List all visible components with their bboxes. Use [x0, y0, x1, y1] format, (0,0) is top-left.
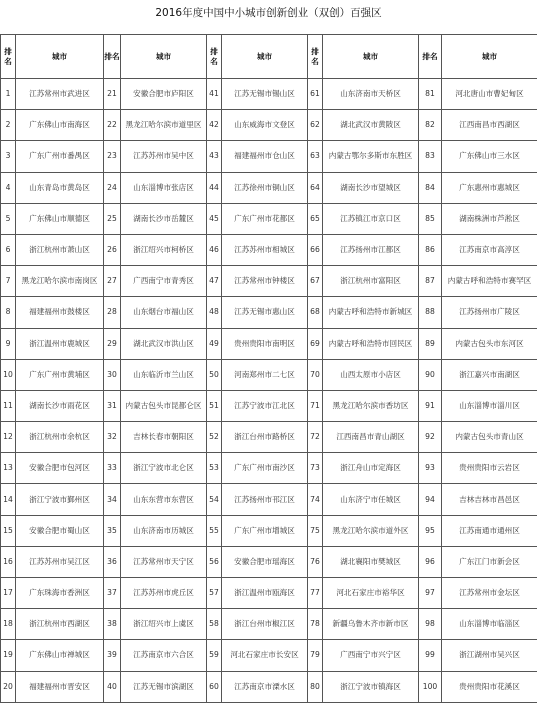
city-cell: 山东济宁市任城区 [323, 484, 419, 515]
city-cell: 浙江温州市鹿城区 [16, 328, 104, 359]
rank-cell: 1 [1, 79, 16, 110]
rank-cell: 13 [1, 453, 16, 484]
city-cell: 山东济南市历城区 [121, 515, 207, 546]
city-cell: 浙江台州市椒江区 [222, 609, 308, 640]
city-header: 城市 [323, 35, 419, 79]
rank-cell: 49 [207, 328, 222, 359]
rank-cell: 45 [207, 203, 222, 234]
city-cell: 新疆乌鲁木齐市新市区 [323, 609, 419, 640]
city-cell: 浙江杭州市余杭区 [16, 422, 104, 453]
rank-cell: 24 [104, 172, 121, 203]
table-row [1, 422, 537, 453]
city-cell: 吉林吉林市昌邑区 [442, 484, 537, 515]
rank-cell: 92 [419, 422, 442, 453]
city-cell: 浙江宁波市镇海区 [323, 671, 419, 702]
city-cell: 江苏镇江市京口区 [323, 203, 419, 234]
table-row [1, 515, 537, 546]
rank-cell: 81 [419, 79, 442, 110]
city-cell: 广西南宁市青秀区 [121, 266, 207, 297]
rank-cell: 19 [1, 640, 16, 671]
rank-cell: 43 [207, 141, 222, 172]
rank-cell: 61 [308, 79, 323, 110]
city-cell: 安徽合肥市庐阳区 [121, 79, 207, 110]
city-cell: 江苏常州市金坛区 [442, 578, 537, 609]
city-cell: 浙江宁波市鄞州区 [16, 484, 104, 515]
table-row [1, 671, 537, 702]
city-cell: 黑龙江哈尔滨市南岗区 [16, 266, 104, 297]
table-row [1, 266, 537, 297]
city-cell: 广东广州市花都区 [222, 203, 308, 234]
page-title: 2016年度中国中小城市创新创业（双创）百强区 [155, 7, 382, 19]
rank-cell: 84 [419, 172, 442, 203]
rank-cell: 12 [1, 422, 16, 453]
city-cell: 河北石家庄市裕华区 [323, 578, 419, 609]
city-cell: 江苏宁波市江北区 [222, 390, 308, 421]
city-cell: 江苏南京市高淳区 [442, 234, 537, 265]
city-cell: 湖北武汉市黄陂区 [323, 110, 419, 141]
city-cell: 吉林长春市朝阳区 [121, 422, 207, 453]
rank-header: 排名 [104, 35, 121, 79]
rank-cell: 3 [1, 141, 16, 172]
rank-cell: 41 [207, 79, 222, 110]
city-cell: 广东江门市新会区 [442, 546, 537, 577]
rank-cell: 59 [207, 640, 222, 671]
table-row [1, 640, 537, 671]
rank-cell: 47 [207, 266, 222, 297]
table-row [1, 390, 537, 421]
rank-cell: 8 [1, 297, 16, 328]
city-cell: 贵州贵阳市云岩区 [442, 453, 537, 484]
city-header: 城市 [222, 35, 308, 79]
rank-cell: 69 [308, 328, 323, 359]
rank-cell: 73 [308, 453, 323, 484]
city-cell: 广东佛山市三水区 [442, 141, 537, 172]
rank-cell: 90 [419, 359, 442, 390]
rank-cell: 30 [104, 359, 121, 390]
city-cell: 湖北武汉市洪山区 [121, 328, 207, 359]
city-cell: 内蒙古包头市昆都仑区 [121, 390, 207, 421]
city-cell: 湖南长沙市望城区 [323, 172, 419, 203]
table-row [1, 234, 537, 265]
table-row [1, 453, 537, 484]
city-cell: 广东珠海市香洲区 [16, 578, 104, 609]
city-cell: 浙江湖州市吴兴区 [442, 640, 537, 671]
rank-cell: 29 [104, 328, 121, 359]
city-cell: 江苏南京市溧水区 [222, 671, 308, 702]
table-row [1, 578, 537, 609]
city-cell: 浙江绍兴市上虞区 [121, 609, 207, 640]
city-cell: 山东淄博市临淄区 [442, 609, 537, 640]
city-cell: 浙江舟山市定海区 [323, 453, 419, 484]
rank-cell: 99 [419, 640, 442, 671]
rank-cell: 89 [419, 328, 442, 359]
rank-header: 排名 [1, 35, 16, 79]
rank-cell: 96 [419, 546, 442, 577]
city-cell: 安徽合肥市蜀山区 [16, 515, 104, 546]
rank-cell: 28 [104, 297, 121, 328]
city-cell: 广东佛山市南海区 [16, 110, 104, 141]
rank-cell: 53 [207, 453, 222, 484]
rank-cell: 64 [308, 172, 323, 203]
table-row [1, 484, 537, 515]
city-cell: 山东淄博市张店区 [121, 172, 207, 203]
rank-cell: 50 [207, 359, 222, 390]
rank-cell: 58 [207, 609, 222, 640]
rank-cell: 55 [207, 515, 222, 546]
city-cell: 江苏南通市通州区 [442, 515, 537, 546]
rank-cell: 18 [1, 609, 16, 640]
rank-cell: 14 [1, 484, 16, 515]
rank-cell: 27 [104, 266, 121, 297]
rank-cell: 75 [308, 515, 323, 546]
rank-cell: 23 [104, 141, 121, 172]
rank-cell: 97 [419, 578, 442, 609]
rank-cell: 82 [419, 110, 442, 141]
rank-cell: 39 [104, 640, 121, 671]
city-cell: 内蒙古包头市东河区 [442, 328, 537, 359]
rank-cell: 54 [207, 484, 222, 515]
city-cell: 河北石家庄市长安区 [222, 640, 308, 671]
city-cell: 安徽合肥市瑶海区 [222, 546, 308, 577]
rank-cell: 83 [419, 141, 442, 172]
city-header: 城市 [121, 35, 207, 79]
city-cell: 安徽合肥市包河区 [16, 453, 104, 484]
city-cell: 河南郑州市二七区 [222, 359, 308, 390]
city-cell: 广西南宁市兴宁区 [323, 640, 419, 671]
rank-cell: 34 [104, 484, 121, 515]
rank-cell: 10 [1, 359, 16, 390]
city-cell: 浙江杭州市萧山区 [16, 234, 104, 265]
city-cell: 山东淄博市淄川区 [442, 390, 537, 421]
city-cell: 江苏常州市武进区 [16, 79, 104, 110]
city-cell: 江苏苏州市吴中区 [121, 141, 207, 172]
rank-cell: 63 [308, 141, 323, 172]
city-cell: 内蒙古包头市青山区 [442, 422, 537, 453]
city-cell: 江苏扬州市江都区 [323, 234, 419, 265]
city-cell: 山东东营市东营区 [121, 484, 207, 515]
table-row [1, 297, 537, 328]
table-row [1, 172, 537, 203]
city-cell: 江西南昌市西湖区 [442, 110, 537, 141]
rank-cell: 76 [308, 546, 323, 577]
rank-cell: 44 [207, 172, 222, 203]
rank-cell: 78 [308, 609, 323, 640]
rank-header: 排名 [207, 35, 222, 79]
rank-cell: 35 [104, 515, 121, 546]
city-cell: 江苏常州市钟楼区 [222, 266, 308, 297]
rank-cell: 79 [308, 640, 323, 671]
rank-cell: 56 [207, 546, 222, 577]
table-row [1, 609, 537, 640]
city-cell: 浙江温州市瓯海区 [222, 578, 308, 609]
rank-cell: 32 [104, 422, 121, 453]
rank-cell: 25 [104, 203, 121, 234]
rank-header: 排名 [419, 35, 442, 79]
rank-cell: 57 [207, 578, 222, 609]
city-cell: 内蒙古呼和浩特市赛罕区 [442, 266, 537, 297]
city-cell: 江苏苏州市虎丘区 [121, 578, 207, 609]
city-cell: 山东烟台市福山区 [121, 297, 207, 328]
rank-cell: 26 [104, 234, 121, 265]
rank-cell: 72 [308, 422, 323, 453]
rank-cell: 77 [308, 578, 323, 609]
rank-cell: 71 [308, 390, 323, 421]
rank-cell: 21 [104, 79, 121, 110]
table-row [1, 141, 537, 172]
rank-cell: 31 [104, 390, 121, 421]
rank-cell: 68 [308, 297, 323, 328]
rank-cell: 17 [1, 578, 16, 609]
rank-cell: 36 [104, 546, 121, 577]
header-row [1, 35, 537, 79]
rank-cell: 5 [1, 203, 16, 234]
city-cell: 河北唐山市曹妃甸区 [442, 79, 537, 110]
rank-cell: 87 [419, 266, 442, 297]
rank-cell: 100 [419, 671, 442, 702]
city-cell: 广东广州市黄埔区 [16, 359, 104, 390]
city-cell: 江苏徐州市铜山区 [222, 172, 308, 203]
city-header: 城市 [16, 35, 104, 79]
city-cell: 江苏无锡市锡山区 [222, 79, 308, 110]
city-cell: 贵州贵阳市南明区 [222, 328, 308, 359]
city-cell: 江苏南京市六合区 [121, 640, 207, 671]
rank-cell: 20 [1, 671, 16, 702]
rank-cell: 98 [419, 609, 442, 640]
rank-cell: 2 [1, 110, 16, 141]
rank-cell: 7 [1, 266, 16, 297]
rank-cell: 51 [207, 390, 222, 421]
rank-cell: 4 [1, 172, 16, 203]
rank-cell: 60 [207, 671, 222, 702]
city-cell: 湖南长沙市岳麓区 [121, 203, 207, 234]
rank-cell: 95 [419, 515, 442, 546]
city-cell: 福建福州市鼓楼区 [16, 297, 104, 328]
city-cell: 浙江台州市路桥区 [222, 422, 308, 453]
city-cell: 江苏扬州市邗江区 [222, 484, 308, 515]
rank-cell: 88 [419, 297, 442, 328]
city-cell: 广东广州市番禺区 [16, 141, 104, 172]
city-cell: 江苏常州市天宁区 [121, 546, 207, 577]
rank-cell: 46 [207, 234, 222, 265]
city-cell: 江西南昌市青山湖区 [323, 422, 419, 453]
city-cell: 湖南株洲市芦淞区 [442, 203, 537, 234]
rank-cell: 42 [207, 110, 222, 141]
city-header: 城市 [442, 35, 537, 79]
table-row [1, 546, 537, 577]
city-cell: 黑龙江哈尔滨市香坊区 [323, 390, 419, 421]
city-cell: 山东济南市天桥区 [323, 79, 419, 110]
city-cell: 山东临沂市兰山区 [121, 359, 207, 390]
city-cell: 黑龙江哈尔滨市道里区 [121, 110, 207, 141]
city-cell: 山东青岛市黄岛区 [16, 172, 104, 203]
rank-cell: 15 [1, 515, 16, 546]
rank-cell: 22 [104, 110, 121, 141]
rank-cell: 93 [419, 453, 442, 484]
rank-cell: 33 [104, 453, 121, 484]
rank-cell: 11 [1, 390, 16, 421]
city-cell: 内蒙古呼和浩特市回民区 [323, 328, 419, 359]
city-cell: 内蒙古鄂尔多斯市东胜区 [323, 141, 419, 172]
rank-cell: 80 [308, 671, 323, 702]
city-cell: 江苏苏州市吴江区 [16, 546, 104, 577]
city-cell: 贵州贵阳市花溪区 [442, 671, 537, 702]
city-cell: 浙江杭州市富阳区 [323, 266, 419, 297]
rank-cell: 6 [1, 234, 16, 265]
rank-cell: 40 [104, 671, 121, 702]
rank-cell: 65 [308, 203, 323, 234]
city-cell: 江苏无锡市惠山区 [222, 297, 308, 328]
city-cell: 浙江宁波市北仑区 [121, 453, 207, 484]
city-cell: 广东广州市南沙区 [222, 453, 308, 484]
city-cell: 内蒙古呼和浩特市新城区 [323, 297, 419, 328]
rank-cell: 66 [308, 234, 323, 265]
rank-header: 排名 [308, 35, 323, 79]
city-cell: 浙江嘉兴市南湖区 [442, 359, 537, 390]
table-row [1, 203, 537, 234]
rank-cell: 38 [104, 609, 121, 640]
city-cell: 湖北襄阳市樊城区 [323, 546, 419, 577]
city-cell: 山东威海市文登区 [222, 110, 308, 141]
rank-cell: 62 [308, 110, 323, 141]
rank-cell: 16 [1, 546, 16, 577]
table-row [1, 110, 537, 141]
rank-cell: 94 [419, 484, 442, 515]
rank-cell: 70 [308, 359, 323, 390]
ranking-table [0, 34, 537, 703]
city-cell: 山西太原市小店区 [323, 359, 419, 390]
city-cell: 黑龙江哈尔滨市道外区 [323, 515, 419, 546]
rank-cell: 85 [419, 203, 442, 234]
city-cell: 广东佛山市禅城区 [16, 640, 104, 671]
city-cell: 福建福州市晋安区 [16, 671, 104, 702]
rank-cell: 48 [207, 297, 222, 328]
rank-cell: 86 [419, 234, 442, 265]
city-cell: 福建福州市仓山区 [222, 141, 308, 172]
rank-cell: 91 [419, 390, 442, 421]
table-row [1, 328, 537, 359]
rank-cell: 9 [1, 328, 16, 359]
rank-cell: 74 [308, 484, 323, 515]
rank-cell: 37 [104, 578, 121, 609]
city-cell: 广东广州市增城区 [222, 515, 308, 546]
table-row [1, 79, 537, 110]
city-cell: 浙江绍兴市柯桥区 [121, 234, 207, 265]
table-row [1, 359, 537, 390]
city-cell: 江苏无锡市滨湖区 [121, 671, 207, 702]
city-cell: 江苏苏州市相城区 [222, 234, 308, 265]
rank-cell: 67 [308, 266, 323, 297]
city-cell: 江苏扬州市广陵区 [442, 297, 537, 328]
city-cell: 广东佛山市顺德区 [16, 203, 104, 234]
city-cell: 广东惠州市惠城区 [442, 172, 537, 203]
city-cell: 湖南长沙市雨花区 [16, 390, 104, 421]
rank-cell: 52 [207, 422, 222, 453]
city-cell: 浙江杭州市西湖区 [16, 609, 104, 640]
